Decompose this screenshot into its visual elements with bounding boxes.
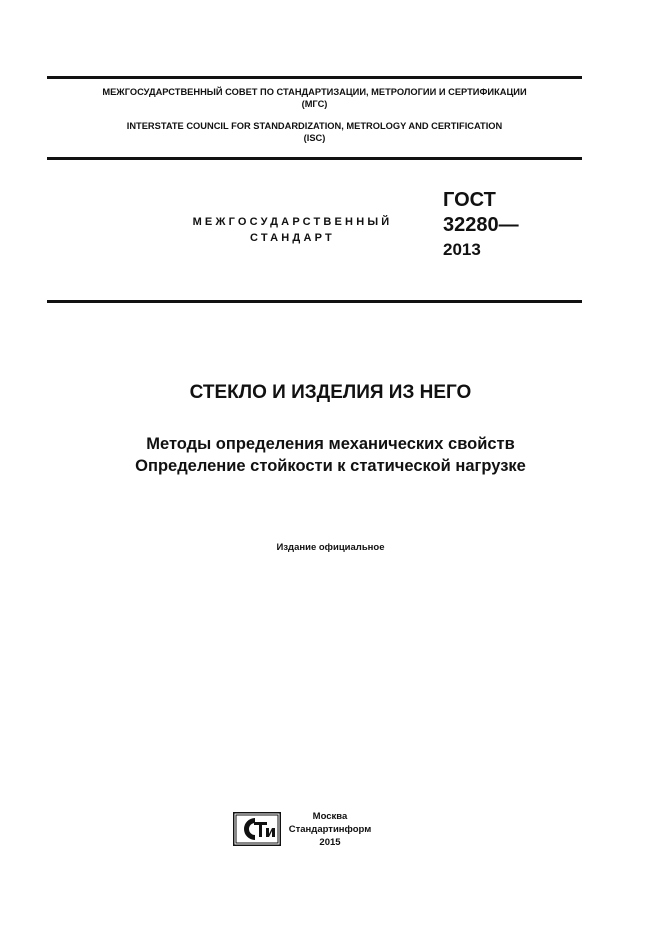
publisher-name: Стандартинформ bbox=[288, 824, 372, 835]
gost-prefix: ГОСТ bbox=[443, 189, 496, 211]
gost-year: 2013 bbox=[443, 240, 481, 259]
gost-number: 32280— bbox=[443, 214, 519, 236]
gost-designation bbox=[443, 188, 519, 262]
council-rule bbox=[47, 157, 582, 160]
publisher-block bbox=[287, 810, 373, 849]
council-en bbox=[47, 120, 582, 144]
top-rule bbox=[47, 76, 582, 79]
subtitle-line2: Определение стойкости к статической нагрузке bbox=[135, 457, 526, 475]
document-title: СТЕКЛО И ИЗДЕЛИЯ ИЗ НЕГО bbox=[189, 382, 472, 403]
council-ru-name: МЕЖГОСУДАРСТВЕННЫЙ СОВЕТ ПО СТАНДАРТИЗАЦИИ, МЕТРОЛОГИИ И СЕРТИФИКАЦИИ bbox=[102, 87, 527, 97]
publisher-city: Москва bbox=[312, 811, 348, 822]
standard-type-label bbox=[150, 214, 435, 246]
standard-type-line2: СТАНДАРТ bbox=[250, 232, 335, 244]
subtitle-line1: Методы определения механических свойств bbox=[146, 435, 515, 453]
header-bottom-rule bbox=[47, 300, 582, 303]
edition-note: Издание официальное bbox=[276, 542, 385, 553]
council-en-name: INTERSTATE COUNCIL FOR STANDARDIZATION, METROLOGY AND CERTIFICATION bbox=[126, 121, 503, 131]
council-ru-abbr: (МГС) bbox=[301, 99, 328, 109]
council-en-abbr: (ISC) bbox=[303, 133, 326, 143]
standartinform-logo-icon bbox=[233, 812, 281, 846]
standard-type-line1: МЕЖГОСУДАРСТВЕННЫЙ bbox=[192, 216, 393, 228]
publisher-year: 2015 bbox=[319, 837, 341, 848]
council-ru bbox=[47, 86, 582, 110]
document-subtitle bbox=[0, 433, 661, 477]
